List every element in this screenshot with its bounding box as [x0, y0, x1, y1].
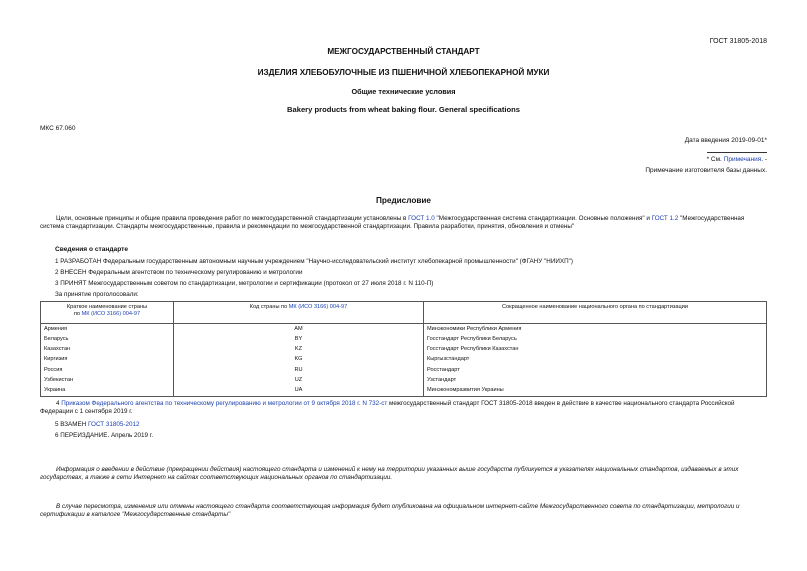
table-row [41, 334, 767, 344]
mk-iso-3166-link[interactable]: МК (ИСО 3166) 004-97 [81, 311, 141, 318]
gost-1-0-link[interactable]: ГОСТ 1.0 [408, 215, 435, 222]
country-cell: Беларусь [41, 334, 174, 344]
item4-number: 4 [56, 400, 62, 407]
foreword-text-mid: "Межгосударственная система стандартизации. Основные положения" и [434, 215, 652, 222]
foreword-text-start: Цели, основные принципы и общие правила проведения работ по межгосударственной стандартизации установлены в [56, 215, 409, 222]
foreword-text-end: "Межгосударственная система стандартизации. Стандарты межгосударственные, правила и рекомендации по межгосударственной стандартизации. Правила разработки, принятия, обновления и отмены" [40, 215, 745, 231]
country-cell: Россия [41, 365, 174, 375]
column-header-code [174, 302, 424, 324]
standards-body-cell: Минэкономики Республики Армения [424, 324, 767, 335]
country-code-cell: RU [174, 365, 424, 375]
column-header-country-prefix: по [73, 311, 82, 318]
info-paragraph-revision: В случае пересмотра, изменения или отмены настоящего стандарта соответствующая информация будет опубликована на официальном интернет-сайте Межгосударственного совета по стандартизации, метрологии и сертификации в каталоге "Межгосударственные стандарты" [40, 503, 740, 519]
document-code: ГОСТ 31805-2018 [709, 38, 767, 45]
mks-code: МКС 67.060 [40, 125, 76, 132]
country-code-cell: KG [174, 355, 424, 365]
introduction-date: Дата введения 2019-09-01* [684, 137, 767, 144]
country-cell: Армения [41, 324, 174, 335]
column-header-standards-body: Сокращенное наименование национального органа по стандартизации [424, 302, 767, 324]
notes-link[interactable]: Примечания [723, 156, 762, 163]
standards-body-cell: Кыргызстандарт [424, 355, 767, 365]
table-row [41, 324, 767, 335]
mk-iso-3166-link[interactable]: МК (ИСО 3166) 004-97 [288, 304, 348, 310]
gost-1-2-link[interactable]: ГОСТ 1.2 [651, 215, 679, 222]
standards-body-cell: Госстандарт Республики Казахстан [424, 345, 767, 355]
country-cell: Киргизия [41, 355, 174, 365]
standard-details-heading: Сведения о стандарте [55, 246, 129, 253]
item-submitted-by: 2 ВНЕСЕН Федеральным агентством по техническому регулированию и метрологии [55, 269, 303, 276]
footnote-see-note [707, 156, 767, 164]
item-order-of-rosstandart [40, 400, 768, 416]
country-code-cell: UZ [174, 375, 424, 385]
column-header-country [41, 302, 174, 324]
database-note: Примечание изготовителя базы данных. [645, 167, 767, 174]
standards-body-cell: Узстандарт [424, 375, 767, 385]
country-code-cell: KZ [174, 345, 424, 355]
country-code-cell: AM [174, 324, 424, 335]
voted-for-label: За принятие проголосовали: [55, 291, 139, 298]
country-cell: Узбекистан [41, 375, 174, 385]
item-developed-by: 1 РАЗРАБОТАН Федеральным государственным автономным научным учреждением "Научно-исследовательский институт хлебопекарной промышленности" (ФГАНУ "НИИХП") [55, 258, 573, 265]
country-cell: Украина [41, 386, 174, 397]
country-code-cell: UA [174, 386, 424, 397]
country-cell: Казахстан [41, 345, 174, 355]
item4-text: межгосударственный стандарт ГОСТ 31805-2018 введен в действие в качестве национального стандарта Российской Федерации с 1 сентября 2019 г. [40, 400, 735, 416]
table-row [41, 375, 767, 385]
document-title: ИЗДЕЛИЯ ХЛЕБОБУЛОЧНЫЕ ИЗ ПШЕНИЧНОЙ ХЛЕБОПЕКАРНОЙ МУКИ [257, 68, 550, 77]
country-code-cell: BY [174, 334, 424, 344]
footnote-see-suffix: . - [761, 156, 767, 163]
standards-body-cell: Госстандарт Республики Беларусь [424, 334, 767, 344]
column-header-code-prefix: Код страны по [249, 304, 289, 310]
info-paragraph-publication: Информация о введении в действие (прекращении действия) настоящего стандарта и изменений к нему на территории указанных выше государств публикуется в указателях национальных стандартов, издаваемых в этих государствах, а также в сети Интернет на сайтах соответствующих национальных органов по стандартизации. [40, 466, 739, 482]
item5-text: 5 ВЗАМЕН [55, 421, 88, 428]
table-header-row [41, 302, 767, 324]
item-reissue: 6 ПЕРЕИЗДАНИЕ. Апрель 2019 г. [55, 432, 154, 439]
rosstandart-order-link[interactable]: Приказом Федерального агентства по техническому регулированию и метрологии от 9 октября 2018 г. N 732-ст [61, 400, 388, 407]
standard-kind-heading: МЕЖГОСУДАРСТВЕННЫЙ СТАНДАРТ [327, 47, 480, 56]
gost-31805-2012-link[interactable]: ГОСТ 31805-2012 [88, 421, 140, 428]
foreword-heading: Предисловие [376, 196, 431, 205]
standards-body-cell: Минэкономразвития Украины [424, 386, 767, 397]
document-subtitle: Общие технические условия [351, 87, 456, 96]
item-replaces [55, 421, 140, 429]
table-row [41, 355, 767, 365]
item-adopted-by: 3 ПРИНЯТ Межгосударственным советом по стандартизации, метрологии и сертификации (протокол от 27 июля 2018 г. N 110-П) [55, 280, 434, 287]
column-header-country-text: Краткое наименование страны [66, 304, 148, 310]
table-row [41, 345, 767, 355]
voting-countries-table [40, 301, 767, 397]
table-row [41, 365, 767, 375]
foreword-paragraph [40, 215, 768, 231]
standards-body-cell: Росстандарт [424, 365, 767, 375]
footnote-divider [707, 152, 767, 153]
document-title-english: Bakery products from wheat baking flour. General specifications [287, 105, 520, 114]
table-row [41, 386, 767, 397]
footnote-see-prefix: * См. [706, 156, 724, 163]
